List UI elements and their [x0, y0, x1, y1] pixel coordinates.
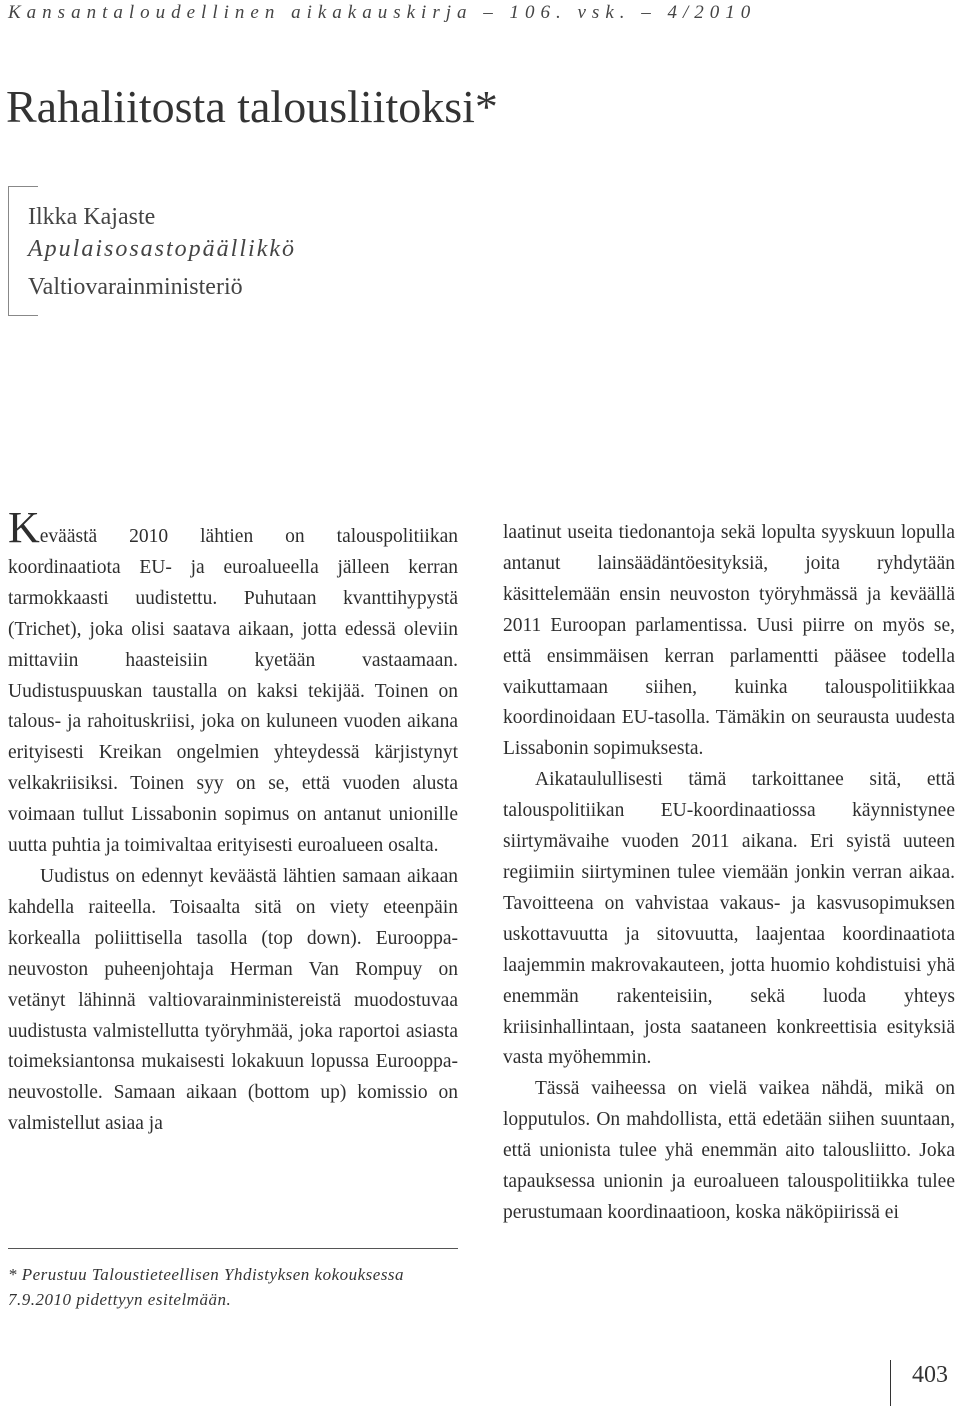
- left-paragraph-2: Uudistus on edennyt keväästä lähtien samaan aikaan kahdella raiteella. Toisaalta sitä on viety eteenpäin korkealla poliittisella tasolla (top down). Eurooppa-neuvoston puheenjohtaja Herman Van Rompuy on vetänyt lähinnä valtiovarainministereistä muodostuvaa uudistusta valmistellutta työryhmää, joka raportoi asiasta toimeksiantonsa mukaisesti lokakuun lopussa Eurooppa-neuvostolle. Samaan aikaan (bottom up) komissio on valmistellut asiaa ja: [8, 865, 458, 1135]
- page-number-rule: [890, 1360, 891, 1406]
- right-paragraph-1: laatinut useita tiedonantoja sekä lopulta syyskuun lopulla antanut lainsäädäntöesityksiä, joita ryhdytään käsittelemään ensin neuvoston työryhmässä ja keväällä 2011 Euroopan parlamentissa. Uusi piirre on myös se, että ensimmäisen kerran parlamentti pääsee todella vaikuttamaan siihen, kuinka talouspolitiikkaa koordinoidaan EU-tasolla. Tämäkin on seurausta uudesta Lissabonin sopimuksesta.: [503, 522, 955, 760]
- bracket-top-line: [8, 186, 38, 187]
- left-paragraph-1-text: eväästä 2010 lähtien on talouspolitiikan koordinaatiota EU- ja euroalueella jälleen kerran tarmokkaasti uudistettu. Puhutaan kvanttihypystä (Trichet), joka olisi saatava aikaan, jotta edessä oleviin mittaviin haasteisiin kyetään vastaamaan. Uudistuspuuskan taustalla on kaksi tekijää. Toinen on talous- ja rahoituskriisi, joka on kuluneen vuoden aikana erityisesti Kreikan ongelmien yhteydessä kärjistynyt velkakriisiksi. Toinen syy on se, että vuoden alusta voimaan tullut Lissabonin sopimus on antanut unionille uutta puhtia ja toimivaltaa erityisesti euroalueen osalta.: [8, 526, 458, 857]
- article-title: Rahaliitosta talousliitoksi*: [6, 81, 498, 132]
- footnote-rule: [8, 1248, 458, 1249]
- bracket-bottom-line: [8, 315, 38, 316]
- drop-cap: K: [8, 503, 40, 552]
- author-block: [8, 186, 408, 316]
- author-position: Apulaisosastopäällikkö: [28, 236, 296, 262]
- right-column: [503, 518, 955, 1229]
- footnote: * Perustuu Taloustieteellisen Yhdistyksen kokouksessa 7.9.2010 pidettyyn esitelmään.: [8, 1265, 405, 1309]
- author-organization: Valtiovarainministeriö: [28, 274, 243, 300]
- running-header: Kansantaloudellinen aikakauskirja – 106. vsk. – 4/2010: [8, 2, 757, 23]
- right-paragraph-2: Aikataulullisesti tämä tarkoittanee sitä, että talouspolitiikan EU-koordinaatiossa käynnistynee siirtymävaihe vuoden 2011 aikana. Eri syistä uuteen regiimiin siirtyminen tulee viemään jonkin verran aikaa. Tavoitteena on vahvistaa vakaus- ja kasvusopimuksen uskottavuutta ja sitovuutta, laajentaa koordinaatiota laajemmin makrovakauteen, jotta huomio kohdistuisi yhä enemmän rakenteisiin, sekä luoda yhteys kriisinhallintaan, josta saataneen konkreettisia esityksiä vasta myöhemmin.: [503, 769, 955, 1069]
- right-paragraph-3: Tässä vaiheessa on vielä vaikea nähdä, mikä on lopputulos. On mahdollista, että edetään siihen suuntaan, että unionista tulee yhä enemmän aito talousliitto. Joka tapauksessa unionin ja euroalueen talouspolitiikka tulee perustumaan koordinaatioon, koska näköpiirissä ei: [503, 1078, 955, 1223]
- author-name: Ilkka Kajaste: [28, 204, 156, 230]
- left-column: [8, 503, 458, 1140]
- page-number: 403: [912, 1362, 948, 1388]
- bracket-side-line: [8, 186, 9, 316]
- left-paragraph-1: [8, 503, 458, 862]
